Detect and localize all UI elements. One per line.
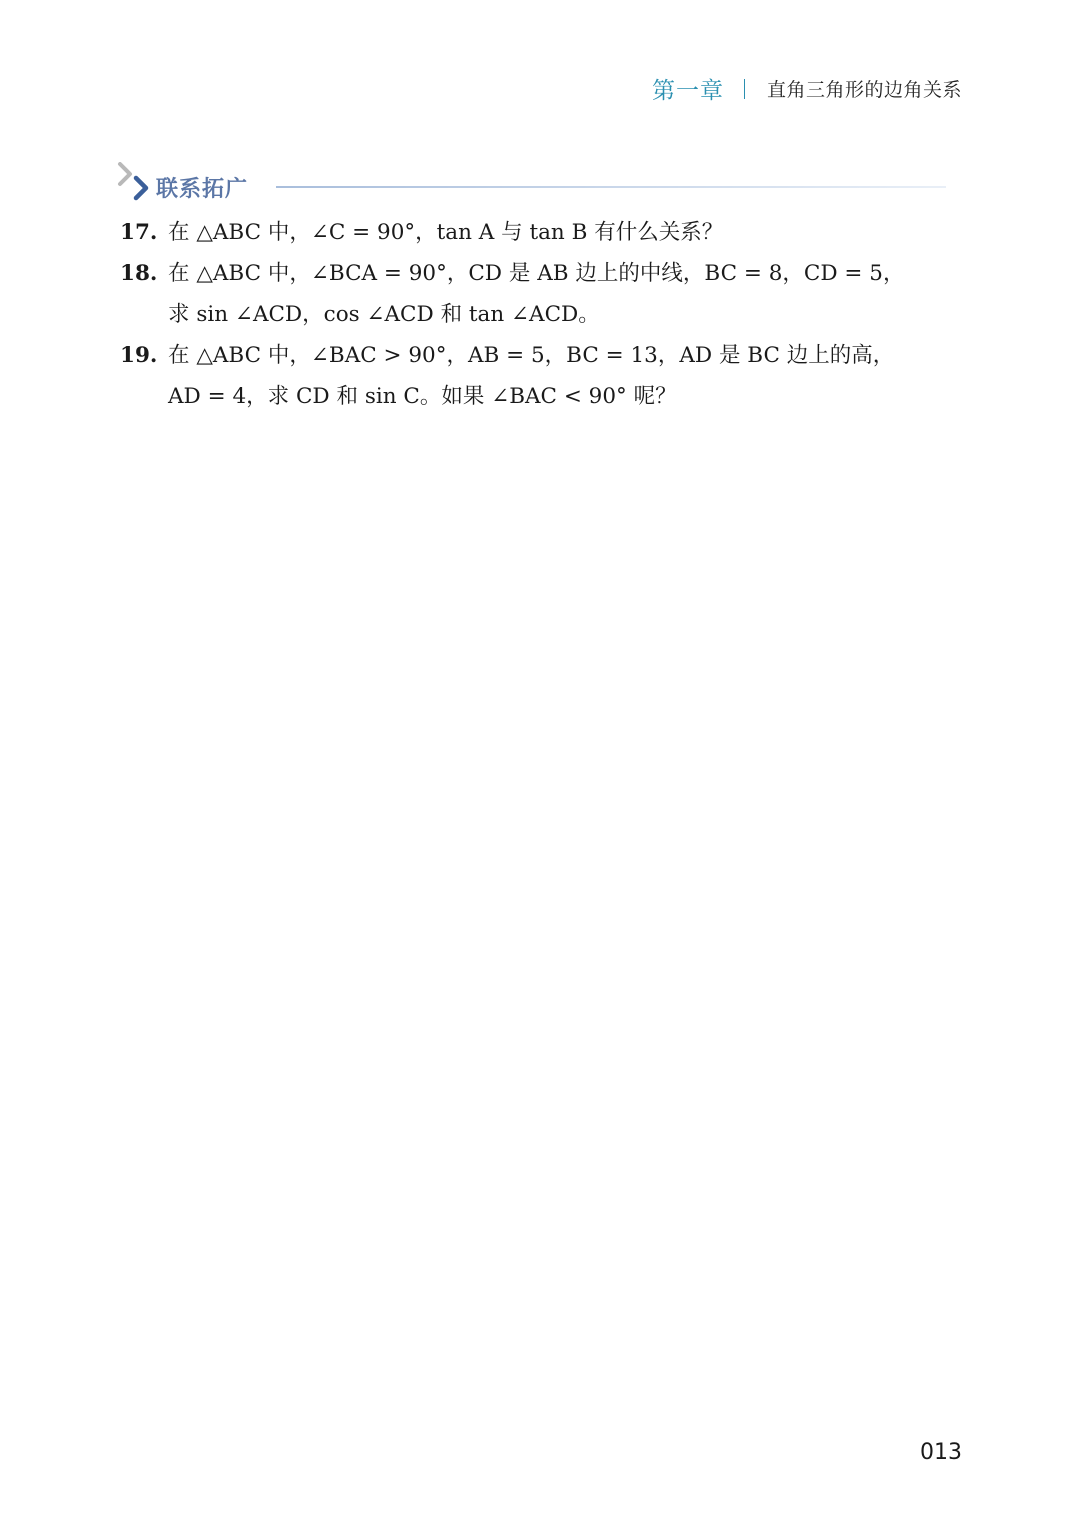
section-heading <box>116 162 946 208</box>
problem-text-continued: 求 sin ∠ACD，cos ∠ACD 和 tan ∠ACD。 <box>168 302 600 327</box>
problem-text-continued: AD = 4，求 CD 和 sin C。如果 ∠BAC < 90° 呢？ <box>168 384 677 409</box>
chevron-icon <box>116 162 156 202</box>
header-divider <box>744 79 745 99</box>
chapter-label: 第一章 <box>651 78 724 104</box>
problem-text: 在 △ABC 中，∠BAC > 90°，AB = 5，BC = 13，AD 是 BC 边上的高， <box>168 343 895 368</box>
section-rule <box>276 186 946 188</box>
problem-number: 19. <box>120 343 158 368</box>
problem-text: 在 △ABC 中，∠BCA = 90°，CD 是 AB 边上的中线，BC = 8，CD = 5， <box>168 261 905 286</box>
problem-number: 18. <box>120 261 158 286</box>
page-number: 013 <box>920 1440 962 1465</box>
problem-list <box>120 212 970 417</box>
problem-text: 在 △ABC 中，∠C = 90°，tan A 与 tan B 有什么关系？ <box>168 220 724 245</box>
problem-number: 17. <box>120 220 158 245</box>
chapter-title: 直角三角形的边角关系 <box>766 79 962 101</box>
problem-19 <box>120 335 970 417</box>
section-title: 联系拓广 <box>156 177 249 202</box>
problem-18 <box>120 253 970 335</box>
page-header <box>652 72 962 105</box>
problem-17 <box>120 212 970 253</box>
